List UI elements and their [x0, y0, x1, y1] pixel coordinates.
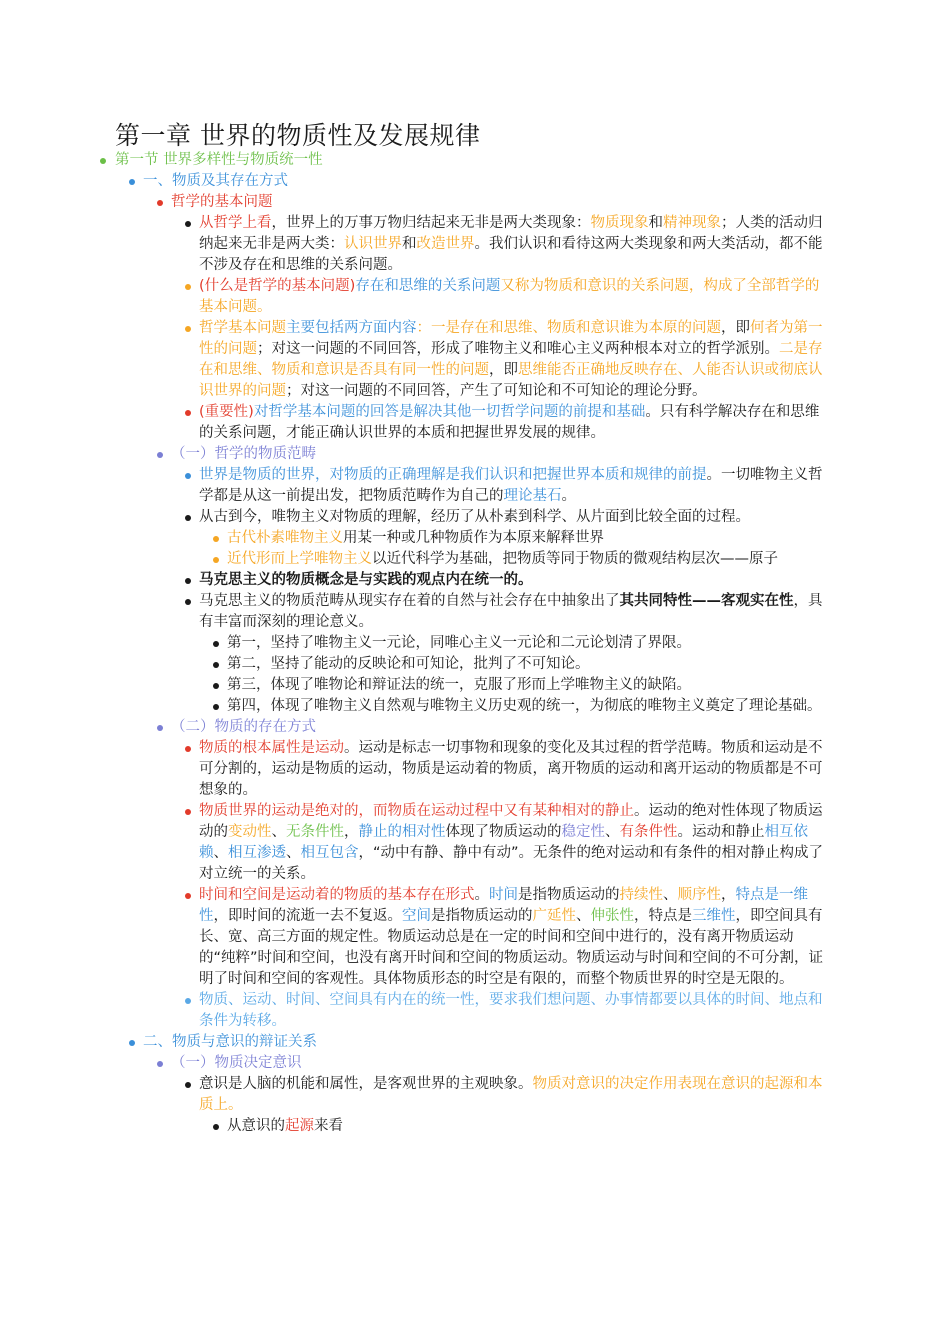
category-1	[143, 444, 950, 717]
text-run: 古代朴素唯物主义	[227, 530, 343, 546]
text-run: 哲学基本问题	[199, 320, 286, 336]
paragraph-s1	[199, 1074, 829, 1116]
list-item	[171, 507, 950, 570]
text-run: 和	[402, 236, 417, 252]
paragraph-p3	[199, 318, 829, 402]
text-run: 以近代科学为基础，把物质等同于物质的微观结构层次——原子	[372, 551, 778, 567]
text-run: 来看	[314, 1118, 343, 1134]
text-run: 、	[663, 887, 678, 903]
text-run: 变动性	[228, 824, 272, 840]
bullet-icon	[157, 200, 163, 206]
text-run: ：一是存在和思维、物质和意识谁为本原的问题	[416, 320, 721, 336]
list-item	[171, 738, 950, 801]
text-run: 意识是人脑的机能和属性，是客观世界的主观映象。	[199, 1076, 533, 1092]
list-item	[171, 570, 950, 591]
text-run: 何者为第一性的问题	[199, 320, 823, 357]
bullet-icon	[185, 578, 191, 584]
paragraph-q1	[199, 465, 829, 507]
text-run: 物质现象	[590, 215, 649, 231]
subsection-2-title: 二、物质与意识的辩证关系	[143, 1034, 317, 1050]
text-run: ，即时间的流逝一去不复返。	[213, 908, 402, 924]
bullet-icon	[157, 452, 163, 458]
category-2	[143, 717, 950, 1032]
category-3	[143, 1053, 950, 1137]
section-1-title: 第一节 世界多样性与物质统一性	[115, 152, 323, 168]
list-item	[171, 990, 950, 1032]
bullet-icon	[213, 662, 219, 668]
text-run: 稳定性	[561, 824, 605, 840]
text-run: 相互包含	[300, 845, 359, 861]
list-item	[199, 675, 950, 696]
text-run: 静止的相对性	[358, 824, 446, 840]
text-run: 、	[213, 845, 228, 861]
paragraph-q4d: 第四，体现了唯物主义自然观与唯物主义历史观的统一，为彻底的唯物主义奠定了理论基础。	[227, 698, 822, 714]
text-run: 主要包括两方面内容	[286, 320, 417, 336]
bullet-icon	[185, 221, 191, 227]
list-item	[199, 1116, 950, 1137]
paragraph-q4a: 第一，坚持了唯物主义一元论，同唯心主义一元论和二元论划清了界限。	[227, 635, 691, 651]
bullet-icon	[213, 641, 219, 647]
text-run: 二是存在和思维、物质和意识是否具有同一性的问题	[199, 341, 823, 378]
paragraph-p2	[199, 276, 829, 318]
section-1	[0, 150, 950, 1137]
text-run: 。一切唯物主义哲学都是从这一前提出发，把物质范畴作为自己的	[199, 467, 823, 504]
bullet-icon	[185, 746, 191, 752]
paragraph-q4c: 第三，体现了唯物论和辩证法的统一，克服了形而上学唯物主义的缺陷。	[227, 677, 691, 693]
basic-question-title: 哲学的基本问题	[171, 194, 273, 210]
paragraph-q3: 马克思主义的物质概念是与实践的观点内在统一的。	[199, 572, 533, 588]
list-item	[171, 885, 950, 990]
paragraph-s1a	[227, 1116, 837, 1137]
text-run: 无条件性	[286, 824, 344, 840]
text-run: 。	[474, 887, 489, 903]
text-run: ，	[721, 887, 736, 903]
text-run: 、	[271, 824, 286, 840]
text-run: 对哲学基本问题的回答是解决其他一切哲学问题的前提和基础	[253, 404, 646, 420]
text-run: 。我们认识和看待这两大类现象和两大类活动，都不能不涉及存在和思维的关系问题。	[199, 236, 823, 273]
text-run: ，即空间具有长、宽、高三方面的规定性。物质运动总是在一定的时间和空间中进行的，没有离开物质运动的“纯粹”时间和空间，也没有离开时间和空间的物质运动。物质运动与时间和空间的不可分割，证明了时间和空间的客观性。具体物质形态的时空是有限的，而整个物质世界的时空是无限的。	[199, 908, 824, 987]
paragraph-q4	[199, 591, 829, 633]
text-run: 时间和空间是运动着的物质的基本存在形式	[199, 887, 475, 903]
text-run: 近代形而上学唯物主义	[227, 551, 372, 567]
bullet-icon	[185, 1082, 191, 1088]
text-run: 伸张性	[590, 908, 634, 924]
paragraph-r1	[199, 738, 829, 801]
paragraph-q2: 从古到今，唯物主义对物质的理解，经历了从朴素到科学、从片面到比较全面的过程。	[199, 509, 750, 525]
list-item	[199, 528, 950, 549]
paragraph-r2	[199, 801, 829, 885]
text-run: (重要性)	[199, 404, 254, 420]
list-item	[171, 591, 950, 717]
text-run: ，具有丰富而深刻的理论意义。	[199, 593, 823, 630]
text-run: 、	[605, 824, 620, 840]
text-run: ，“动中有静、静中有动”。无条件的绝对运动和有条件的相对静止构成了对立统一的关系。	[199, 845, 824, 882]
text-run: ；对这一问题的不同回答，形成了唯物主义和唯心主义两种根本对立的哲学派别。	[257, 341, 779, 357]
text-run: 顺序性	[677, 887, 721, 903]
paragraph-p1	[199, 213, 829, 276]
list-item	[171, 402, 950, 444]
list-item	[171, 465, 950, 507]
text-run: 用某一种或几种物质作为本原来解释世界	[343, 530, 604, 546]
category-1-title: （一）哲学的物质范畴	[171, 446, 316, 462]
bullet-icon	[185, 284, 191, 290]
list-item	[171, 318, 950, 402]
bullet-icon	[185, 893, 191, 899]
text-run: 马克思主义的物质范畴从现实存在着的自然与社会存在中抽象出了	[199, 593, 620, 609]
list-item	[171, 276, 950, 318]
bullet-icon	[213, 683, 219, 689]
category-3-title: （一）物质决定意识	[171, 1055, 302, 1071]
text-run: 体现了物质运动的	[445, 824, 562, 840]
chapter-title: 第一章 世界的物质性及发展规律	[115, 121, 481, 150]
paragraph-q2b	[227, 549, 837, 570]
paragraph-p4	[199, 402, 829, 444]
bullet-icon	[213, 1124, 219, 1130]
text-run: 存在和思维的关系问题	[355, 278, 501, 294]
text-run: 有条件性	[619, 824, 678, 840]
text-run: 时间	[489, 887, 518, 903]
text-run: 。只有科学解决存在和思维的关系问题，才能正确认识世界的本质和把握世界发展的规律。	[199, 404, 820, 441]
text-run: 从哲学上看	[199, 215, 272, 231]
text-run: ，世界上的万事万物归结起来无非是两大类现象：	[271, 215, 591, 231]
subsection-2	[115, 1032, 950, 1137]
bullet-icon	[129, 1040, 135, 1046]
text-run: ，特点是	[634, 908, 692, 924]
list-item	[171, 1074, 950, 1137]
text-run: 三维性	[692, 908, 736, 924]
text-run: 又称为物质和意识的关系问题，构成了全部哲学的基本问题。	[199, 278, 820, 315]
text-run: 、	[286, 845, 301, 861]
text-run: 。运动的绝对性体现了物质运动的	[199, 803, 823, 840]
text-run: 和	[648, 215, 663, 231]
text-run: 物质的根本属性是运动	[199, 740, 344, 756]
text-run: ；人类的活动归纳起来无非是两大类：	[199, 215, 823, 252]
paragraph-q2a	[227, 528, 837, 549]
bullet-icon	[213, 536, 219, 542]
text-run: ；对这一问题的不同回答，产生了可知论和不可知论的理论分野。	[286, 383, 707, 399]
text-run: 广延性	[532, 908, 576, 924]
bullet-icon	[185, 599, 191, 605]
bullet-icon	[185, 326, 191, 332]
bullet-icon	[213, 704, 219, 710]
list-item	[171, 213, 950, 276]
text-run: 、	[576, 908, 591, 924]
bullet-icon	[100, 158, 106, 164]
bullet-icon	[185, 473, 191, 479]
category-2-title: （二）物质的存在方式	[171, 719, 316, 735]
text-run: 其共同特性——客观实在性	[619, 593, 794, 609]
text-run: 思维能否正确地反映存在、人能否认识或彻底认识世界的问题	[199, 362, 823, 399]
text-run: 物质世界的运动是绝对的，而物质在运动过程中又有某种相对的静止	[199, 803, 634, 819]
text-run: 是指物质运动的	[518, 887, 620, 903]
bullet-icon	[157, 725, 163, 731]
text-run: 相互渗透	[228, 845, 286, 861]
paragraph-q4b: 第二，坚持了能动的反映论和可知论，批判了不可知论。	[227, 656, 590, 672]
text-run: 相互依赖	[199, 824, 808, 861]
paragraph-r3	[199, 885, 829, 990]
subsection-1	[115, 171, 950, 1032]
text-run: 是指物质运动的	[431, 908, 533, 924]
text-run: 精神现象	[663, 215, 721, 231]
text-run: 空间	[402, 908, 431, 924]
bullet-icon	[129, 179, 135, 185]
bullet-icon	[185, 410, 191, 416]
bullet-icon	[185, 998, 191, 1004]
subsection-1-title: 一、物质及其存在方式	[143, 173, 288, 189]
list-item	[199, 549, 950, 570]
text-run: 改造世界	[416, 236, 475, 252]
list-item	[199, 633, 950, 654]
list-item	[199, 696, 950, 717]
text-run: 理论基石	[503, 488, 562, 504]
basic-question	[143, 192, 950, 444]
text-run: 。运动是标志一切事物和现象的变化及其过程的哲学范畴。物质和运动是不可分割的，运动是物质的运动，物质是运动着的物质，离开物质的运动和离开运动的物质都是不可想象的。	[199, 740, 823, 798]
text-run: 特点是一维性	[199, 887, 808, 924]
paragraph-r4: 物质、运动、时间、空间具有内在的统一性，要求我们想问题、办事情都要以具体的时间、地点和条件为转移。	[199, 992, 823, 1029]
text-run: (什么是哲学的基本问题)	[199, 278, 356, 294]
bullet-icon	[157, 1061, 163, 1067]
text-run: 。	[561, 488, 576, 504]
bullet-icon	[185, 515, 191, 521]
text-run: ，即	[721, 320, 750, 336]
text-run: 认识世界	[344, 236, 402, 252]
list-item	[171, 801, 950, 885]
text-run: 持续性	[619, 887, 663, 903]
text-run: 起源	[285, 1118, 314, 1134]
text-run: ，即	[489, 362, 518, 378]
outline	[0, 150, 950, 1137]
bullet-icon	[185, 809, 191, 815]
list-item	[199, 654, 950, 675]
bullet-icon	[213, 557, 219, 563]
text-run: 。运动和静止	[677, 824, 765, 840]
text-run: 物质对意识的决定作用表现在意识的起源和本质上。	[199, 1076, 823, 1113]
text-run: ，	[344, 824, 359, 840]
text-run: 从意识的	[227, 1118, 285, 1134]
text-run: 世界是物质的世界，对物质的正确理解是我们认识和把握世界本质和规律的前提	[199, 467, 707, 483]
